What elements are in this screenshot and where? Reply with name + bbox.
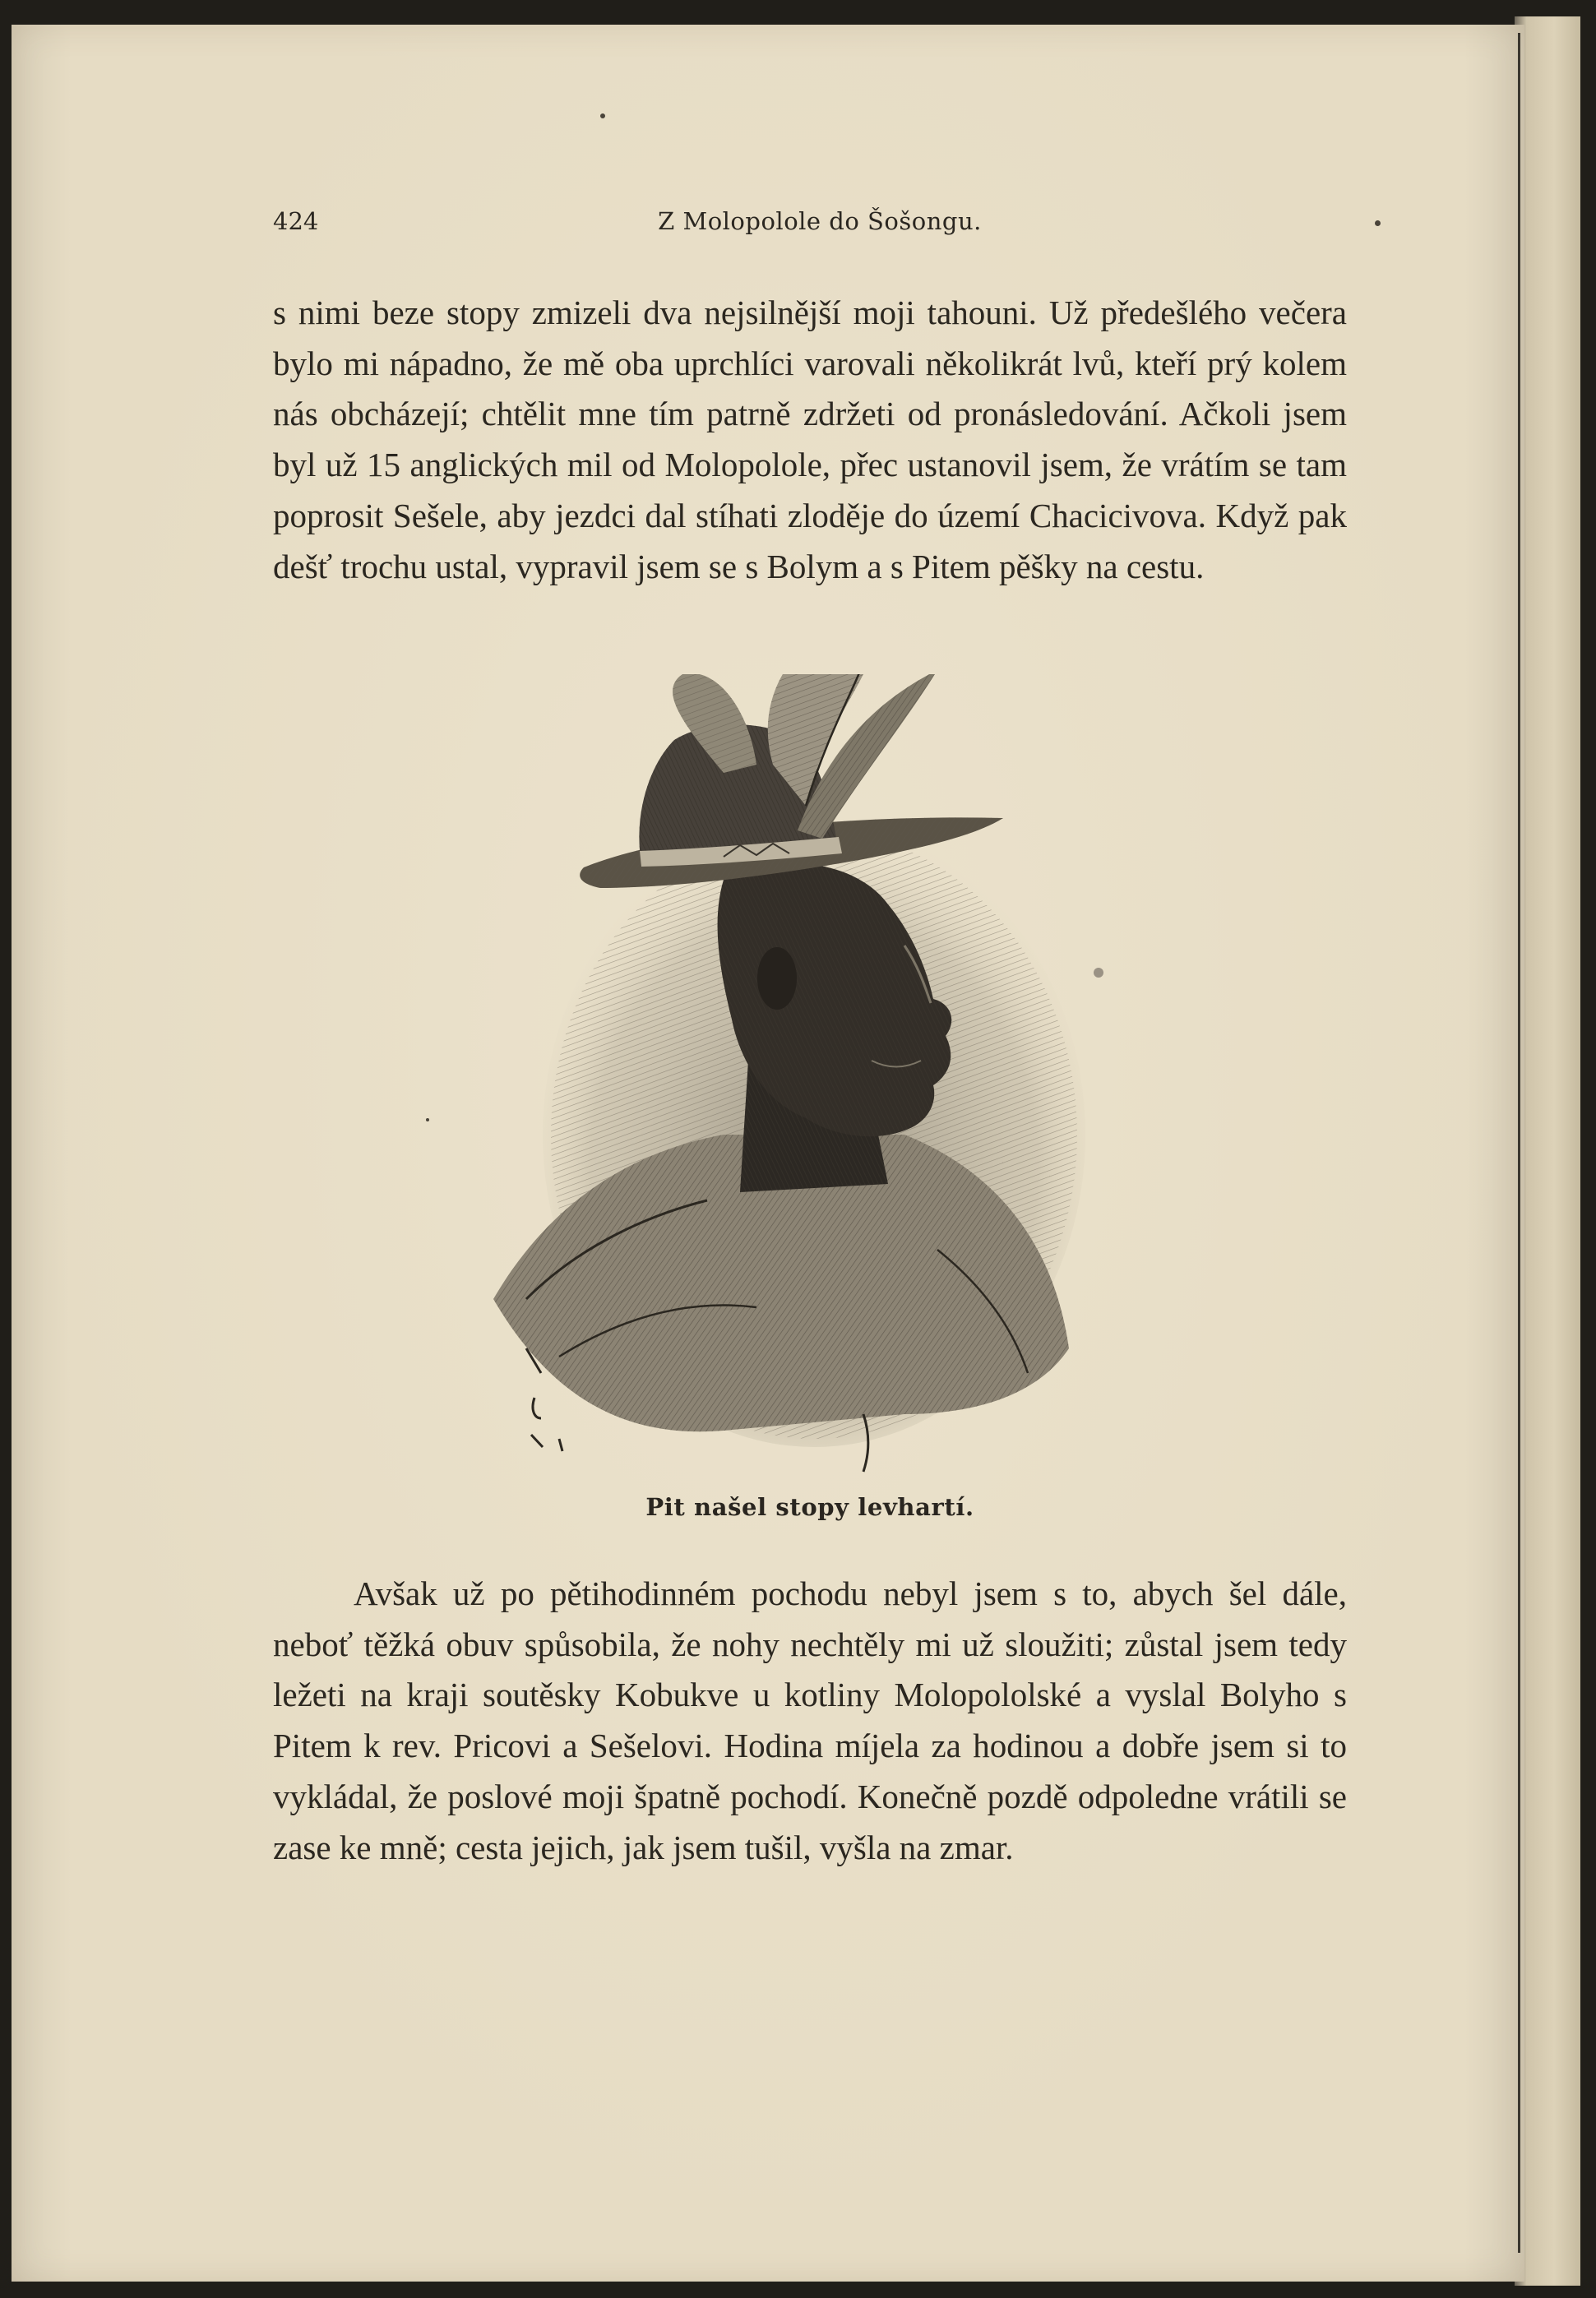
adjacent-page-edge (1515, 16, 1580, 2286)
page-edge-line (1518, 33, 1520, 2253)
paper-speck (1375, 220, 1381, 226)
paper-speck (426, 1118, 429, 1121)
engraving-portrait-icon (477, 674, 1118, 1480)
page-number: 424 (273, 207, 319, 235)
paragraph-top: s nimi beze stopy zmizeli dva nejsilnější moji tahouni. Už předešlého večera bylo mi nápadno, že mě oba uprchlíci varovali několikrát lvů, kteří prý kolem nás obcházejí; chtělit mne tím patrně zdržeti od pronásledování. Ačkoli jsem byl už 15 anglických mil od Molopolole, přec ustanovil jsem, že vrátím se tam poprosit Sešele, aby jezdci dal stíhati zloděje do území Chacicivova. Když pak dešť trochu ustal, vypravil jsem se s Bolym a s Pitem pěšky na cestu. (273, 294, 1347, 585)
chapter-running-title: Z Molopolole do Šošongu. (658, 207, 982, 235)
paragraph-bottom: Avšak už po pětihodinném pochodu nebyl jsem s to, abych šel dále, neboť těžká obuv spůsobila, že nohy nechtěly mi už sloužiti; zůstal jsem tedy ležeti na kraji soutěsky Kobukve u kotliny Molopololské a vyslal Bolyho s Pitem k rev. Pricovi a Sešelovi. Hodina míjela za hodinou a dobře jsem si to vykládal, že poslové moji špatně pochodí. Konečně pozdě odpoledne vrátili se zase ke mně; cesta jejich, jak jsem tušil, vyšla na zmar. (273, 1574, 1347, 1866)
paper-speck (600, 113, 605, 118)
figure-caption: Pit našel stopy levhartí. (645, 1493, 974, 1521)
